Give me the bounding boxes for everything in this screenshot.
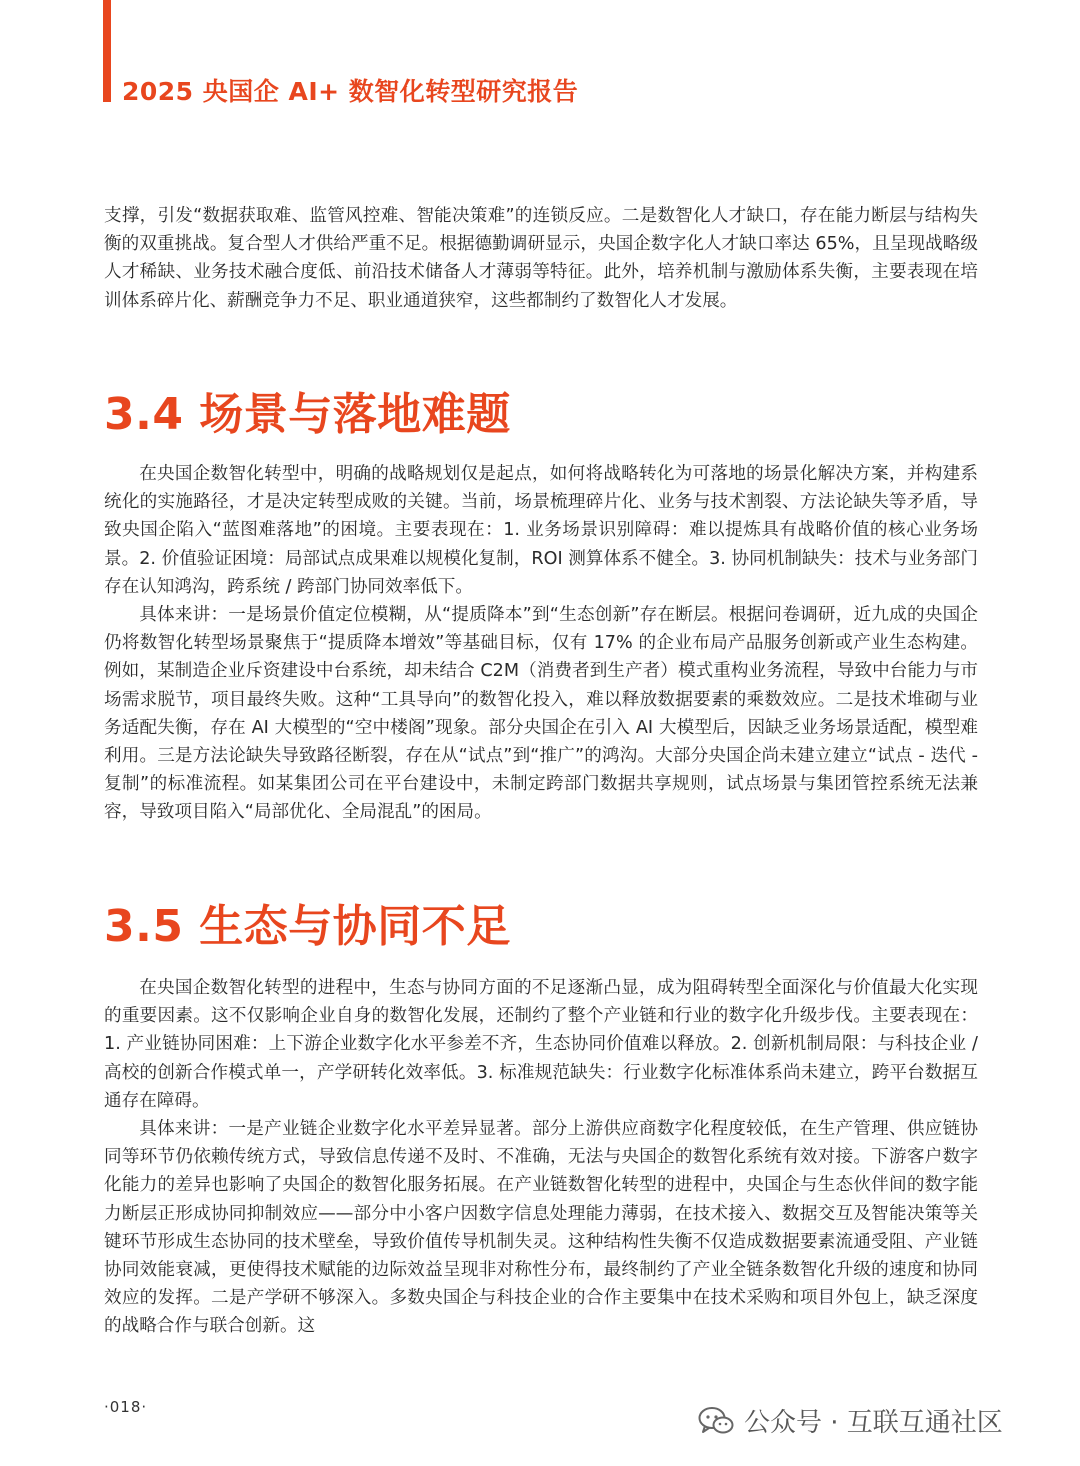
watermark-text: 公众号 · 互联互通社区 bbox=[744, 1408, 1003, 1438]
section-3-4-paragraph-2: 具体来讲：一是场景价值定位模糊，从“提质降本”到“生态创新”存在断层。根据问卷调研，近九成的央国企仍将数智化转型场景聚焦于“提质降本增效”等基础目标，仅有 17% 的企业布局产品服务创新或产业生态构建。例如，某制造企业斥资建设中台系统，却未结合 C2M（消费者到生产者）模式重构业务流程，导致中台能力与市场需求脱节，项目最终失败。这种“工具导向”的数智化投入，难以释放数据要素的乘数效应。二是技术堆砌与业务适配失衡，存在 AI 大模型的“空中楼阁”现象。部分央国企在引入 AI 大模型后，因缺乏业务场景适配，模型难利用。三是方法论缺失导致路径断裂，存在从“试点”到“推广”的鸿沟。大部分央国企尚未建立建立“试点 - 迭代 - 复制”的标准流程。如某集团公司在平台建设中，未制定跨部门数据共享规则，试点场景与集团管控系统无法兼容，导致项目陷入“局部优化、全局混乱”的困局。 bbox=[104, 605, 978, 823]
section-heading-3-4: 3.4 场景与落地难题 bbox=[104, 389, 511, 440]
section-3-4-paragraph-1: 在央国企数智化转型中，明确的战略规划仅是起点，如何将战略转化为可落地的场景化解决方案，并构建系统化的实施路径，才是决定转型成败的关键。当前，场景梳理碎片化、业务与技术割裂、方法论缺失等矛盾，导致央国企陷入“蓝图难落地”的困境。主要表现在：1. 业务场景识别障碍：难以提炼具有战略价值的核心业务场景。2. 价值验证困境：局部试点成果难以规模化复制，ROI 测算体系不健全。3. 协同机制缺失：技术与业务部门存在认知鸿沟，跨系统 / 跨部门协同效率低下。 bbox=[104, 464, 978, 597]
section-3-5-paragraph-1: 在央国企数智化转型的进程中，生态与协同方面的不足逐渐凸显，成为阻碍转型全面深化与价值最大化实现的重要因素。这不仅影响企业自身的数智化发展，还制约了整个产业链和行业的数字化升级步伐。主要表现在：1. 产业链协同困难：上下游企业数字化水平参差不齐，生态协同价值难以释放。2. 创新机制局限：与科技企业 / 高校的创新合作模式单一，产学研转化效率低。3. 标准规范缺失：行业数字化标准体系尚未建立，跨平台数据互通存在障碍。 bbox=[104, 978, 978, 1111]
header-accent-bar bbox=[103, 0, 111, 102]
wechat-icon bbox=[698, 1406, 734, 1436]
page-number: ·018· bbox=[104, 1398, 148, 1416]
wechat-watermark bbox=[698, 1402, 1003, 1439]
section-heading-3-5: 3.5 生态与协同不足 bbox=[104, 901, 511, 952]
report-title: 2025 央国企 AI+ 数智化转型研究报告 bbox=[122, 77, 579, 106]
intro-continued-paragraph: 支撑，引发“数据获取难、监管风控难、智能决策难”的连锁反应。二是数智化人才缺口，存在能力断层与结构失衡的双重挑战。复合型人才供给严重不足。根据德勤调研显示，央国企数字化人才缺口率达 65%，且呈现战略级人才稀缺、业务技术融合度低、前沿技术储备人才薄弱等特征。此外，培养机制与激励体系失衡，主要表现在培训体系碎片化、薪酬竞争力不足、职业通道狭窄，这些都制约了数智化人才发展。 bbox=[104, 206, 978, 311]
section-3-5-paragraph-2: 具体来讲：一是产业链企业数字化水平差异显著。部分上游供应商数字化程度较低，在生产管理、供应链协同等环节仍依赖传统方式，导致信息传递不及时、不准确，无法与央国企的数智化系统有效对接。下游客户数字化能力的差异也影响了央国企的数智化服务拓展。在产业链数智化转型的进程中，央国企与生态伙伴间的数字能力断层正形成协同抑制效应——部分中小客户因数字信息处理能力薄弱，在技术接入、数据交互及智能决策等关键环节形成生态协同的技术壁垒，导致价值传导机制失灵。这种结构性失衡不仅造成数据要素流通受阻、产业链协同效能衰减，更使得技术赋能的边际效益呈现非对称性分布，最终制约了产业全链条数智化升级的速度和协同效应的发挥。二是产学研不够深入。多数央国企与科技企业的合作主要集中在技术采购和项目外包上，缺乏深度的战略合作与联合创新。这 bbox=[104, 1119, 978, 1337]
